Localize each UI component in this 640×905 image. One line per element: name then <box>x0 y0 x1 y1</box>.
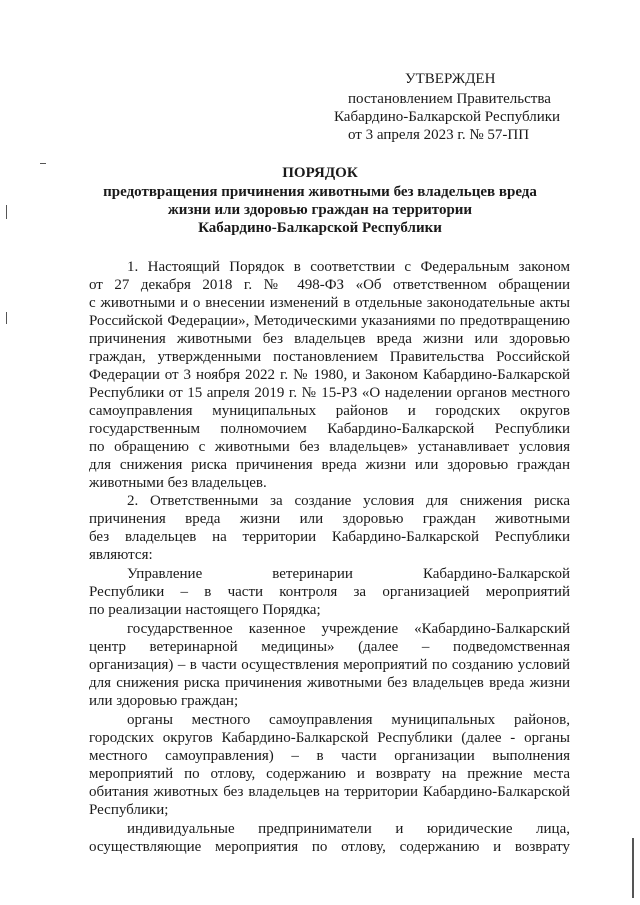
scan-mark <box>6 312 7 324</box>
body-line: местного самоуправления) – в части организации выполнения <box>89 748 570 764</box>
scan-mark <box>632 838 634 898</box>
body-line: Российской Федерации», Методическими указаниями по предотвращению <box>89 313 570 329</box>
body-line: для снижения риска причинения животными без владельцев вреда жизни <box>89 675 570 691</box>
body-line: государственным полномочием Кабардино-Балкарской Республики <box>89 421 570 437</box>
body-line: граждан, утвержденными постановлением Правительства Российской <box>89 349 570 365</box>
body-line: органы местного самоуправления муниципальных районов, <box>127 712 570 728</box>
body-line: Республики – в части контроля за организацией мероприятий <box>89 584 570 600</box>
body-line: мероприятий по отлову, содержанию и возврату на прежние места <box>89 766 570 782</box>
document-title: ПОРЯДОК <box>282 165 358 181</box>
document-subtitle: Кабардино-Балкарской Республики <box>198 220 442 236</box>
scan-mark <box>40 163 46 164</box>
body-line: Республики от 15 апреля 2019 г. № 15-РЗ «О наделении органов местного <box>89 385 570 401</box>
body-line: от 27 декабря 2018 г. № 498-ФЗ «Об ответственном обращении <box>89 277 570 293</box>
body-line: 2. Ответственными за создание условия для снижения риска <box>127 493 570 509</box>
body-line: индивидуальные предприниматели и юридические лица, <box>127 821 570 837</box>
body-line: самоуправления муниципальных районов и городских округов <box>89 403 570 419</box>
body-line: без владельцев на территории Кабардино-Балкарской Республики <box>89 529 570 545</box>
body-line: животными без владельцев. <box>89 475 267 491</box>
body-line: Федерации от 3 ноября 2022 г. № 1980, и Законом Кабардино-Балкарской <box>89 367 570 383</box>
body-line: государственное казенное учреждение «Кабардино-Балкарский <box>127 621 570 637</box>
body-line: Управление ветеринарии Кабардино-Балкарской <box>127 566 570 582</box>
document-subtitle: предотвращения причинения животными без владельцев вреда <box>103 184 537 200</box>
body-line: причинения вреда жизни или здоровью граждан животными <box>89 511 570 527</box>
body-line: Республики; <box>89 802 169 818</box>
body-line: для снижения риска причинения вреда жизни или здоровью граждан <box>89 457 570 473</box>
approval-line: постановлением Правительства <box>348 91 551 107</box>
document-subtitle: жизни или здоровью граждан на территории <box>167 202 473 218</box>
body-line: городских округов Кабардино-Балкарской Республики (далее - органы <box>89 730 570 746</box>
body-line: по реализации настоящего Порядка; <box>89 602 321 618</box>
body-line: или здоровью граждан; <box>89 693 239 709</box>
body-line: являются: <box>89 547 153 563</box>
body-line: с животными и о внесении изменений в отдельные законодательные акты <box>89 295 570 311</box>
approval-line: от 3 апреля 2023 г. № 57-ПП <box>348 127 530 143</box>
body-line: причинения животными без владельцев вреда жизни или здоровью <box>89 331 570 347</box>
approval-label: УТВЕРЖДЕН <box>405 71 496 87</box>
body-line: обитания животных без владельцев на территории Кабардино-Балкарской <box>89 784 570 800</box>
body-line: 1. Настоящий Порядок в соответствии с Федеральным законом <box>127 259 570 275</box>
approval-line: Кабардино-Балкарской Республики <box>334 109 561 125</box>
body-line: организация) – в части осуществления мероприятий по созданию условий <box>89 657 570 673</box>
body-line: центр ветеринарной медицины» (далее – подведомственная <box>89 639 570 655</box>
body-line: осуществляющие мероприятия по отлову, содержанию и возврату <box>89 839 570 855</box>
body-line: по обращению с животными без владельцев» устанавливает условия <box>89 439 570 455</box>
